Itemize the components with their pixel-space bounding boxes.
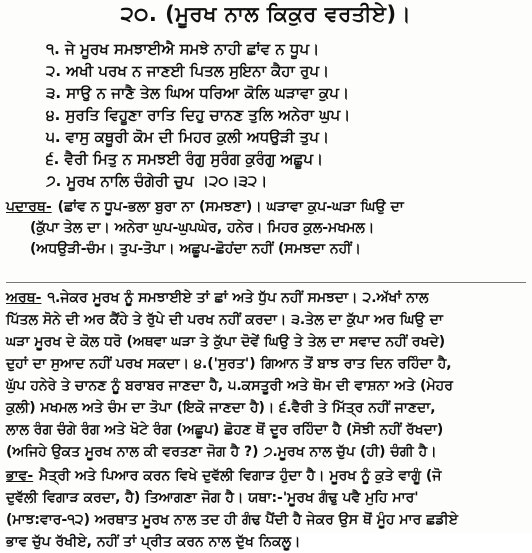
meaning-line: ਪਿੱਤਲ ਸੋਨੇ ਦੀ ਅਰ ਕੈਂਹੇ ਤੇ ਰੁੱਪੇ ਦੀ ਪਰਖ ਨਹੀਂ ਕਰਦਾ। ੩.ਤੇਲ ਦਾ ਕੁੱਪਾ ਅਰ ਘਿਉ ਦਾ [6,312,443,328]
bhav-label: ਭਾਵ- [6,468,34,484]
verse-line: ੫. ਵਾਸੁ ਕਥੂਰੀ ਕੋਮ ਦੀ ਮਿਹਰ ਕੁਲੀ ਅਧਉੜੀ ਤੁਪ। [46,128,330,146]
meaning-text: ੧.ਜੇਕਰ ਮੂਰਖ ਨੂੰ ਸਮਝਾਈਏ ਤਾਂ ਛਾਂ ਅਤੇ ਧੁੱਪ ਨਹੀਂ ਸਮਝਦਾ। ੨.ਅੱਖਾਂ ਨਾਲ [47,290,429,306]
section-divider [6,282,526,283]
verse-line: ੧. ਜੇ ਮੂਰਖ ਸਮਝਾਈਐ ਸਮਝੇ ਨਾਹੀ ਛਾਂਵ ਨ ਧੂਪ। [46,40,320,58]
meaning-line: ਲਾਲ ਰੰਗ ਚੰਗੇ ਰੰਗ ਅਤੇ ਖੋਟੇ ਰੰਗ (ਅਛੂਪ) ਛੋਹਣ ਥੋਂ ਦੂਰ ਰਹਿੰਦਾ ਹੈ (ਸੋਝੀ ਨਹੀਂ ਰੱਖਦਾ) [6,422,444,438]
meaning-line: ਘੜਾ ਮੂਰਖ ਦੇ ਕੋਲ ਧਰੋ (ਅਥਵਾ ਘੜਾ ਤੇ ਕੁੱਪਾ ਦੋਵੇਂ ਘਿਉ ਤੇ ਤੇਲ ਦਾ ਸਵਾਦ ਨਹੀਂ ਰਖਦੇ) [6,334,446,350]
verse-line: ੩. ਸਾਉ ਨ ਜਾਣੈ ਤੇਲ ਘਿਅ ਧਰਿਆ ਕੋਲਿ ਘੜਾਵਾ ਕੁਪ। [46,84,350,102]
page-title: ੨੦. (ਮੂਰਖ ਨਾਲ ਕਿਕੁਰ ਵਰਤੀਏ)। [120,2,412,26]
glossary-label: ਪਦਾਰਥ- [6,199,52,215]
glossary-line [6,197,526,218]
glossary-text: (ਛਾਂਵ ਨ ਧੂਪ-ਭਲਾ ਬੁਰਾ ਨਾ (ਸਮਝਣਾ)। ਘੜਾਵਾ ਕੁਪ-ਘੜਾ ਘਿਉ ਦਾ [57,199,404,215]
bhav-section [6,465,526,553]
glossary-section [6,197,526,260]
glossary-line: (ਕੁੱਪਾ ਤੇਲ ਦਾ। ਅਨੇਰਾ ਘੁਪ-ਘੁਪਘੇਰ, ਹਨੇਰ। ਮਿਹਰ ਕੁਲ-ਮਖਮਲ। [30,220,375,236]
meaning-label: ਅਰਥ- [6,290,42,306]
bhav-line: ਦੁਵੱਲੀ ਵਿਗਾੜ ਕਰਦਾ, ਹੈ) ਤਿਆਗਣਾ ਜੋਗ ਹੈ। ਯਥਾ:-'ਮੂਰਖ ਗੰਢੁ ਪਵੈ ਮੁਹਿ ਮਾਰ' [6,490,419,506]
meaning-section [6,287,526,463]
verse-line: ੪. ਸੁਰਤਿ ਵਿਹੂਣਾ ਰਾਤਿ ਦਿਹੁ ਚਾਨਣ ਤੁਲਿ ਅਨੇਰਾ ਘੁਪ। [46,106,351,124]
verse-line: ੨. ਅਖੀ ਪਰਖ ਨ ਜਾਣਈ ਪਿਤਲ ਸੁਇਨਾ ਕੈਹਾ ਰੁਪ। [46,62,330,80]
meaning-line: ਕੁਲੀ) ਮਖਮਲ ਅਤੇ ਚੰਮ ਦਾ ਤੋਪਾ (ਇਕੋ ਜਾਣਦਾ ਹੈ)। ੬.ਵੈਰੀ ਤੇ ਮਿੱਤ੍ਰ ਨਹੀਂ ਜਾਣਦਾ, [6,400,436,416]
bhav-line: (ਮਾਝ:ਵਾਰ-੧੨) ਅਰਥਾਤ ਮੂਰਖ ਨਾਲ ਤਦ ਹੀ ਗੰਢ ਪੈਂਦੀ ਹੈ ਜੇਕਰ ਉਸ ਥੋਂ ਮੂੰਹ ਮਾਰ ਛਡੀਏ [6,512,459,528]
meaning-line: ਦੁਹਾਂ ਦਾ ਸੁਆਦ ਨਹੀਂ ਪਰਖ ਸਕਦਾ। ੪.('ਸੁਰਤ') ਗਿਆਨ ਤੋਂ ਬਾਝ ਰਾਤ ਦਿਨ ਰਹਿੰਦਾ ਹੈ, [6,356,452,372]
bhav-line [6,465,526,487]
meaning-line [6,287,526,309]
meaning-line: ਘੁੱਪ ਹਨੇਰੇ ਤੇ ਚਾਨਣ ਨੂੰ ਬਰਾਬਰ ਜਾਣਦਾ ਹੈ, ੫.ਕਸਤੂਰੀ ਅਤੇ ਥੋਮ ਦੀ ਵਾਸ਼ਨਾ ਅਤੇ (ਮੇਹਰ [6,378,453,394]
bhav-line: ਭਾਵ ਚੁੱਪ ਰੱਖੀਏ, ਨਹੀਂ ਤਾਂ ਪ੍ਰੀਤ ਕਰਨ ਨਾਲ ਦੁੱਖ ਨਿਕਲੂ। [6,534,301,550]
verse-line: ੭. ਮੂਰਖ ਨਾਲਿ ਚੰਗੇਰੀ ਚੁਪ ।੨੦।੩੨। [46,172,268,190]
verse-list [46,38,526,192]
glossary-line: (ਅਧਉੜੀ-ਚੰਮ। ਤੁਪ-ਤੋਪਾ। ਅਛੂਪ-ਛੋਹਂਦਾ ਨਹੀਂ (ਸਮਝਦਾ ਨਹੀਂ। [30,241,361,257]
verse-line: ੬. ਵੈਰੀ ਮਿਤੁ ਨ ਸਮਝਈ ਰੰਗੁ ਸੁਰੰਗ ਕੁਰੰਗੁ ਅਛੂਪ। [46,150,324,168]
bhav-text: ਮੈਤ੍ਰੀ ਅਤੇ ਪਿਆਰ ਕਰਨ ਵਿਖੇ ਦੁਵੱਲੀ ਵਿਗਾੜ ਹੁੰਦਾ ਹੈ। ਮੂਰਖ ਨੂੰ ਕੁਤੇ ਵਾਗੂੰ (ਜੋ [39,468,442,484]
meaning-line: (ਅਜਿਹੇ ਉਕਤ ਮੂਰਖ ਨਾਲ ਕੀ ਵਰਤਣਾ ਜੋਗ ਹੈ ?) ੭.ਮੂਰਖ ਨਾਲ ਚੁੱਪ (ਹੀ) ਚੰਗੀ ਹੈ। [6,444,437,460]
